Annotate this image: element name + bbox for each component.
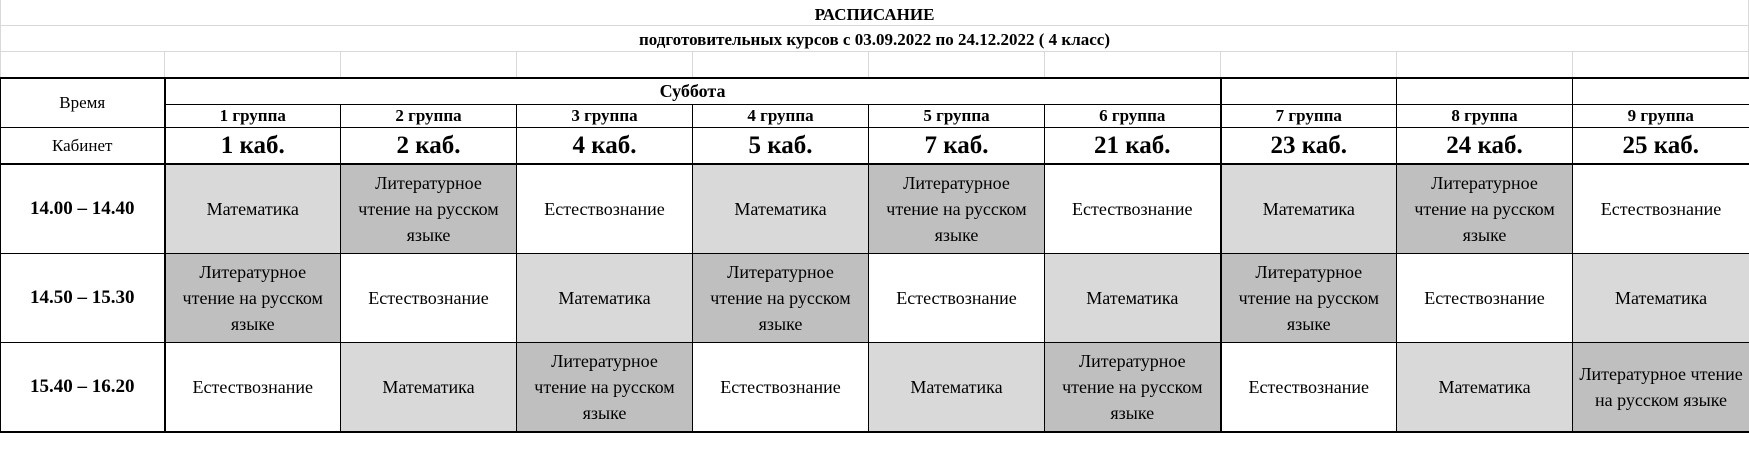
- group-header: 2 группа: [341, 105, 517, 128]
- lesson-subject: Литературное чтение на русском языке: [1062, 351, 1203, 423]
- lesson-cell: [1573, 343, 1749, 433]
- time-slot-cell: 14.00 – 14.40: [1, 164, 165, 254]
- lesson-subject: Литературное чтение на русском языке: [1579, 364, 1743, 410]
- lesson-cell: [1397, 254, 1573, 343]
- lesson-subject: Литературное чтение на русском языке: [534, 351, 675, 423]
- time-slot-row: [1, 343, 1749, 433]
- lesson-subject: Литературное чтение на русском языке: [358, 173, 499, 245]
- lesson-subject: Литературное чтение на русском языке: [1238, 262, 1379, 334]
- lesson-cell: [1573, 164, 1749, 254]
- lesson-cell: [869, 343, 1045, 433]
- room-header: 5 каб.: [693, 128, 869, 165]
- lesson-subject: Математика: [1086, 288, 1179, 308]
- group-header: 3 группа: [517, 105, 693, 128]
- lesson-cell: [1221, 254, 1397, 343]
- lesson-cell: [341, 343, 517, 433]
- lesson-subject: Естествознание: [1072, 199, 1193, 219]
- lesson-cell: [341, 164, 517, 254]
- page-subtitle: подготовительных курсов с 03.09.2022 по 24.12.2022 ( 4 класс): [638, 30, 1111, 49]
- lesson-subject: Математика: [558, 288, 651, 308]
- day-header-empty: [1397, 78, 1573, 105]
- lesson-cell: [1045, 254, 1221, 343]
- lesson-cell: [1397, 164, 1573, 254]
- lesson-cell: [1221, 164, 1397, 254]
- day-header-empty: [1221, 78, 1397, 105]
- group-header: 1 группа: [165, 105, 341, 128]
- lesson-cell: [165, 254, 341, 343]
- group-header: 9 группа: [1573, 105, 1749, 128]
- lesson-subject: Естествознание: [1600, 199, 1722, 219]
- lesson-cell: [693, 343, 869, 433]
- lesson-cell: [1045, 164, 1221, 254]
- group-header: 7 группа: [1221, 105, 1397, 128]
- lesson-cell: [869, 164, 1045, 254]
- lesson-cell: [1045, 343, 1221, 433]
- header-row-rooms: [1, 128, 1749, 165]
- room-header: 4 каб.: [517, 128, 693, 165]
- time-slot-row: [1, 254, 1749, 343]
- lesson-cell: [341, 254, 517, 343]
- lesson-subject: Математика: [1614, 288, 1708, 308]
- lesson-cell: [1573, 254, 1749, 343]
- schedule-table: [0, 77, 1749, 433]
- lesson-subject: Математика: [734, 199, 827, 219]
- lesson-subject: Математика: [910, 377, 1003, 397]
- time-slot-cell: 15.40 – 16.20: [1, 343, 165, 433]
- lesson-subject: Литературное чтение на русском языке: [710, 262, 851, 334]
- room-header: 21 каб.: [1045, 128, 1221, 165]
- room-header: 2 каб.: [341, 128, 517, 165]
- lesson-cell: [517, 343, 693, 433]
- lesson-subject: Естествознание: [896, 288, 1017, 308]
- room-header: 24 каб.: [1397, 128, 1573, 165]
- group-header: 4 группа: [693, 105, 869, 128]
- lesson-subject: Естествознание: [1248, 377, 1370, 397]
- day-header-empty: [1573, 78, 1749, 105]
- room-header: 1 каб.: [165, 128, 341, 165]
- lesson-cell: [517, 254, 693, 343]
- room-header: 23 каб.: [1221, 128, 1397, 165]
- lesson-subject: Естествознание: [720, 377, 841, 397]
- time-slot-row: [1, 164, 1749, 254]
- lesson-cell: [1221, 343, 1397, 433]
- lesson-subject: Математика: [1438, 377, 1531, 397]
- lesson-subject: Естествознание: [368, 288, 489, 308]
- group-header: 8 группа: [1397, 105, 1573, 128]
- lesson-cell: [165, 343, 341, 433]
- lesson-subject: Математика: [206, 199, 299, 219]
- lesson-subject: Литературное чтение на русском языке: [1414, 173, 1555, 245]
- room-column-header: Кабинет: [1, 128, 165, 165]
- lesson-cell: [1397, 343, 1573, 433]
- header-row-groups: [1, 105, 1749, 128]
- room-header: 25 каб.: [1573, 128, 1749, 165]
- lesson-subject: Естествознание: [544, 199, 665, 219]
- lesson-subject: Естествознание: [192, 377, 313, 397]
- lesson-subject: Литературное чтение на русском языке: [182, 262, 323, 334]
- lesson-subject: Естествознание: [1424, 288, 1545, 308]
- lesson-subject: Математика: [1262, 199, 1355, 219]
- room-header: 7 каб.: [869, 128, 1045, 165]
- time-column-header: Время: [1, 78, 165, 128]
- group-header: 6 группа: [1045, 105, 1221, 128]
- page-title: РАСПИСАНИЕ: [814, 5, 935, 24]
- lesson-cell: [869, 254, 1045, 343]
- lesson-cell: [693, 254, 869, 343]
- lesson-subject: Литературное чтение на русском языке: [886, 173, 1027, 245]
- lesson-subject: Математика: [382, 377, 475, 397]
- lesson-cell: [165, 164, 341, 254]
- day-header: Суббота: [165, 78, 1221, 105]
- lesson-cell: [517, 164, 693, 254]
- group-header: 5 группа: [869, 105, 1045, 128]
- header-row-day: [1, 78, 1749, 105]
- lesson-cell: [693, 164, 869, 254]
- time-slot-cell: 14.50 – 15.30: [1, 254, 165, 343]
